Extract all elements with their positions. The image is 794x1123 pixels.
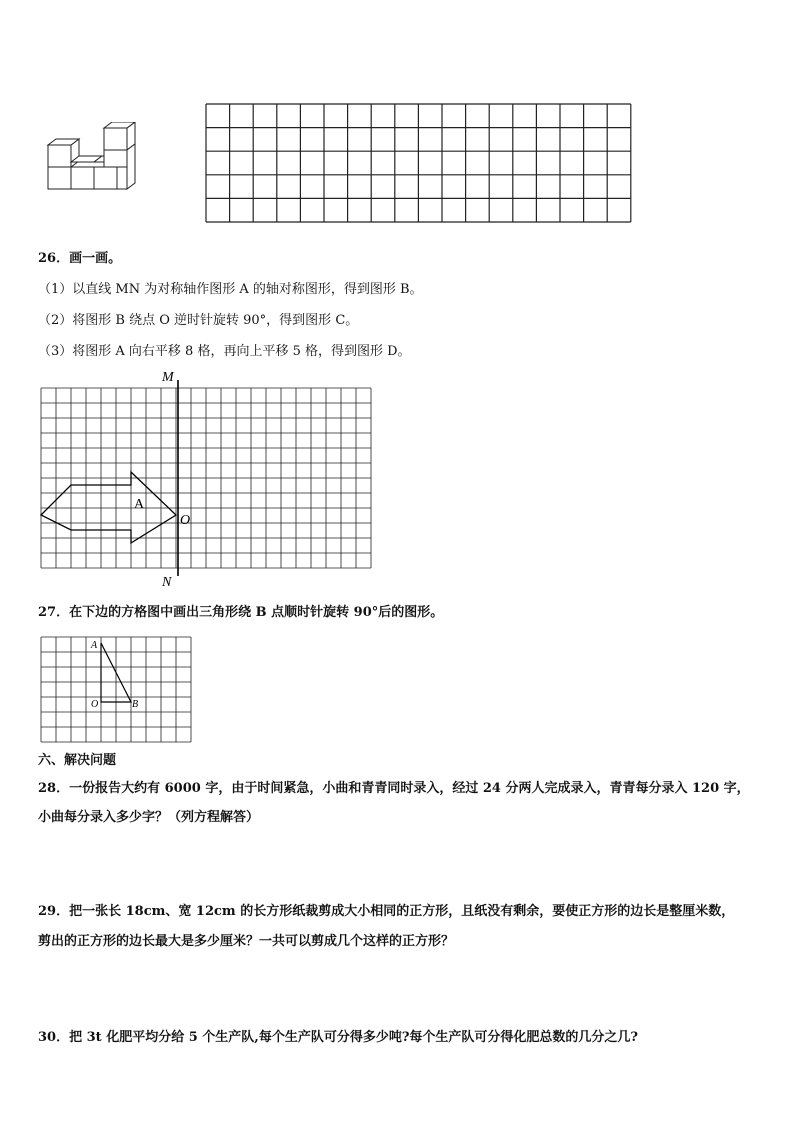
- section-title: 六、解决问题: [38, 753, 117, 768]
- q27-text: 27．在下边的方格图中画出三角形绕 B 点顺时针旋转 90°后的图形。: [38, 605, 444, 620]
- q28-line1: 28．一份报告大约有 6000 字，由于时间紧急，小曲和青青同时录入，经过 24 分两人完成录入，青青每分录入 120 字，: [38, 781, 750, 796]
- q26-item-2: （2）将图形 B 绕点 O 逆时针旋转 90°，得到图形 C。: [38, 313, 359, 328]
- label-q27-a: A: [91, 640, 98, 651]
- q26-heading: 26．画一画。: [38, 251, 122, 266]
- label-o: O: [180, 513, 191, 528]
- q28-line2: 小曲每分录入多少字？（列方程解答）: [38, 810, 260, 825]
- q30-text: 30．把 3t 化肥平均分给 5 个生产队,每个生产队可分得多少吨?每个生产队可分得化肥总数的几分之几?: [38, 1030, 639, 1045]
- q26-grid-figure: [30, 368, 390, 590]
- label-a: A: [134, 497, 145, 512]
- cube-figure: [40, 122, 140, 194]
- figure-a-shape: [41, 472, 176, 543]
- label-n: N: [162, 575, 172, 590]
- q26-item-3: （3）将图形 A 向右平移 8 格，再向上平移 5 格，得到图形 D。: [38, 344, 411, 359]
- blank-grid-top: [205, 103, 635, 227]
- q29-line1: 29．把一张长 18cm、宽 12cm 的长方形纸裁剪成大小相同的正方形，且纸没有剩余，要使正方形的边长是整厘米数，: [38, 904, 735, 919]
- q29-line2: 剪出的正方形的边长最大是多少厘米？一共可以剪成几个这样的正方形？: [38, 934, 455, 949]
- q26-item-1: （1）以直线 MN 为对称轴作图形 A 的轴对称图形，得到图形 B。: [38, 282, 423, 297]
- label-q27-o: O: [91, 699, 99, 710]
- label-m: M: [162, 370, 174, 385]
- label-q27-b: B: [132, 699, 139, 710]
- q27-grid-figure: [30, 632, 200, 744]
